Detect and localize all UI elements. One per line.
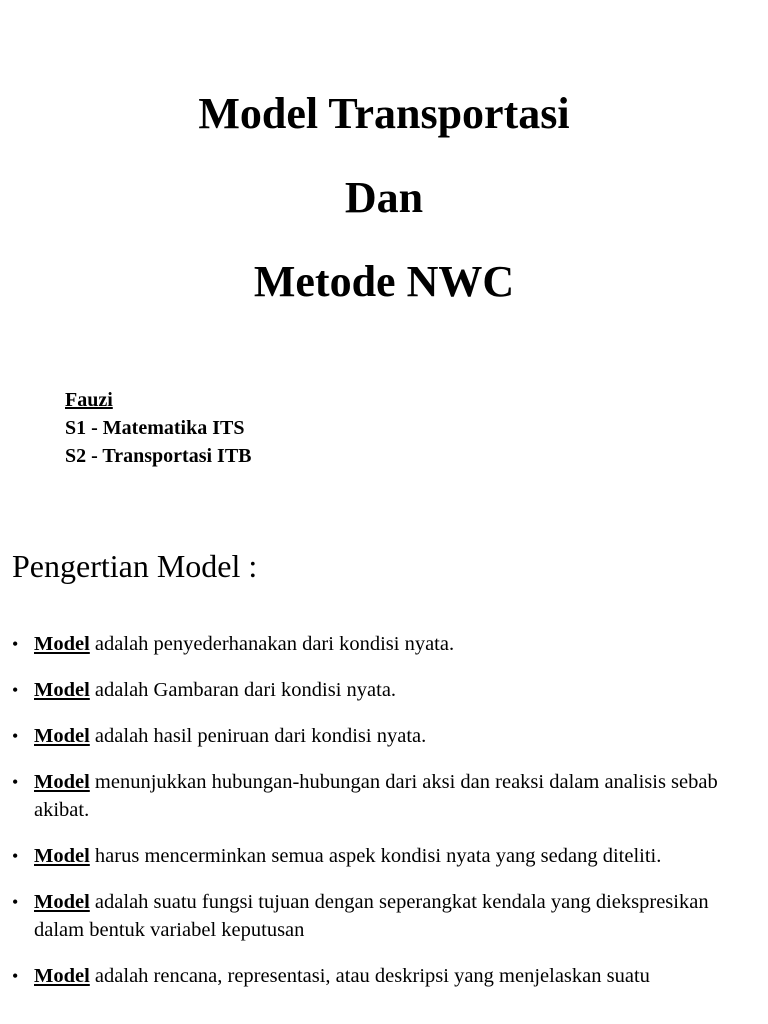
title-line-1: Model Transportasi bbox=[198, 89, 570, 138]
item-text: adalah Gambaran dari kondisi nyata. bbox=[89, 679, 397, 701]
author-degree-s2: S2 - Transportasi ITB bbox=[65, 445, 252, 467]
list-item bbox=[12, 768, 757, 824]
list-item bbox=[12, 722, 757, 750]
list-item bbox=[12, 962, 757, 990]
item-text: menunjukkan hubungan-hubungan dari aksi dan reaksi dalam analisis sebab akibat. bbox=[34, 771, 718, 821]
author-degree-s1: S1 - Matematika ITS bbox=[65, 417, 245, 439]
item-keyword: Model bbox=[34, 845, 90, 867]
bullet-icon: • bbox=[12, 726, 19, 746]
item-keyword: Model bbox=[34, 891, 90, 913]
list-item bbox=[12, 676, 757, 704]
bullet-icon: • bbox=[12, 680, 19, 700]
title-line-2: Dan bbox=[344, 173, 424, 222]
item-keyword: Model bbox=[34, 679, 90, 701]
author-info bbox=[65, 386, 252, 470]
item-text: harus mencerminkan semua aspek kondisi nyata yang sedang diteliti. bbox=[89, 845, 662, 867]
item-text: adalah hasil peniruan dari kondisi nyata. bbox=[89, 725, 427, 747]
item-keyword: Model bbox=[34, 633, 90, 655]
author-name: Fauzi bbox=[65, 389, 113, 411]
list-item bbox=[12, 888, 757, 944]
bullet-icon: • bbox=[12, 892, 19, 912]
document-title bbox=[0, 72, 768, 324]
bullet-icon: • bbox=[12, 772, 19, 792]
item-keyword: Model bbox=[34, 965, 90, 987]
bullet-icon: • bbox=[12, 846, 19, 866]
list-item bbox=[12, 842, 757, 870]
section-heading: Pengertian Model : bbox=[12, 548, 258, 584]
title-line-3: Metode NWC bbox=[253, 257, 515, 306]
item-keyword: Model bbox=[34, 771, 90, 793]
bullet-icon: • bbox=[12, 634, 19, 654]
item-text: adalah penyederhanakan dari kondisi nyata. bbox=[89, 633, 455, 655]
item-text: adalah suatu fungsi tujuan dengan seperangkat kendala yang diekspresikan dalam bentuk variabel keputusan bbox=[34, 891, 709, 941]
list-item bbox=[12, 630, 757, 658]
definition-list bbox=[12, 630, 757, 1008]
bullet-icon: • bbox=[12, 966, 19, 986]
item-text: adalah rencana, representasi, atau deskripsi yang menjelaskan suatu bbox=[89, 965, 650, 987]
item-keyword: Model bbox=[34, 725, 90, 747]
